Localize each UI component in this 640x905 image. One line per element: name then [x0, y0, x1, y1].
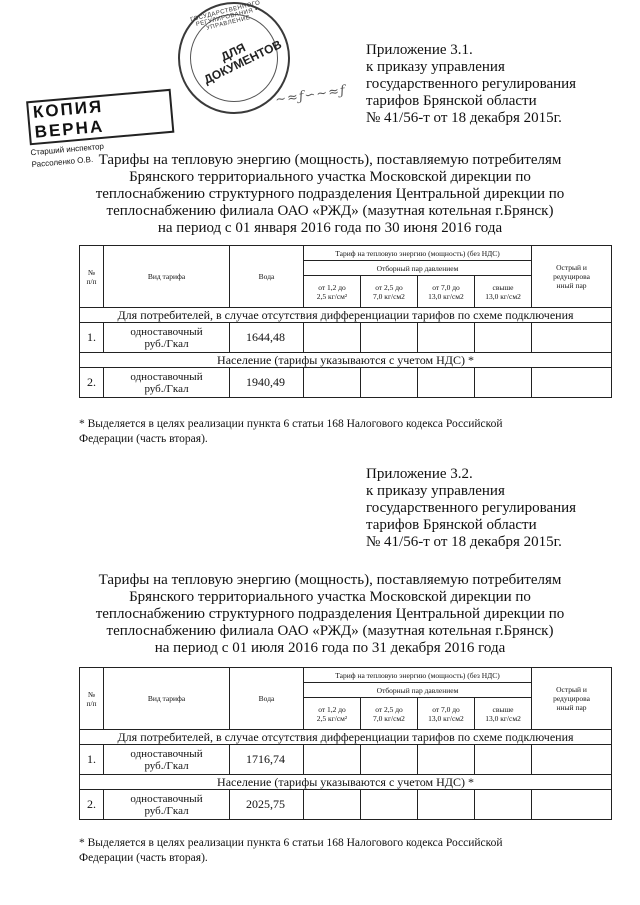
- title-line: Тарифы на тепловую энергию (мощность), поставляемую потребителям: [98, 152, 562, 168]
- table-row: [80, 368, 612, 398]
- header-steam-col-3: от 7,0 до 13,0 кг/см2: [418, 698, 475, 730]
- round-stamp-center-text: ДЛЯ ДОКУМЕНТОВ: [201, 37, 284, 87]
- header-tariff-group: Тариф на тепловую энергию (мощность) (без НДС): [304, 246, 532, 261]
- category-row: Население (тарифы указываются с учетом НДС) *: [80, 353, 612, 368]
- appendix-line: № 41/56-т от 18 декабря 2015г.: [366, 110, 562, 126]
- row-water-value: 2025,75: [230, 790, 304, 820]
- row-num: 2.: [80, 790, 104, 820]
- header-sharp-steam: Острый и редуцирова нный пар: [532, 246, 612, 308]
- header-steam-col-2: от 2,5 до 7,0 кг/см2: [361, 698, 418, 730]
- header-kind: Вид тарифа: [104, 668, 230, 730]
- header-steam-col-1: от 1,2 до 2,5 кг/см²: [304, 276, 361, 308]
- row-water-value: 1940,49: [230, 368, 304, 398]
- header-water: Вода: [230, 668, 304, 730]
- copy-stamp-name: Рассоленко О.В.: [31, 154, 94, 170]
- appendix-line: государственного регулирования: [366, 76, 577, 92]
- table-row: [80, 745, 612, 775]
- header-steam-group: Отборный пар давлением: [304, 683, 532, 698]
- footnote-2: * Выделяется в целях реализации пункта 6 статьи 168 Налогового кодекса Российской Федерации (часть вторая).: [79, 837, 503, 864]
- row-name: одноставочный руб./Гкал: [104, 745, 230, 775]
- appendix-line: к приказу управления: [366, 483, 505, 499]
- tariff-title-2: [70, 572, 590, 657]
- row-num: 2.: [80, 368, 104, 398]
- row-name: одноставочный руб./Гкал: [104, 323, 230, 353]
- header-steam-group: Отборный пар давлением: [304, 261, 532, 276]
- footnote-1: * Выделяется в целях реализации пункта 6 статьи 168 Налогового кодекса Российской Федерации (часть вторая).: [79, 418, 503, 445]
- appendix-line: тарифов Брянской области: [366, 93, 537, 109]
- appendix-3-1: [366, 42, 576, 127]
- category-row: Население (тарифы указываются с учетом НДС) *: [80, 775, 612, 790]
- title-line: Брянского территориального участка Московской дирекции по: [129, 169, 531, 185]
- appendix-line: Приложение 3.2.: [366, 466, 473, 482]
- category-row: Для потребителей, в случае отсутствия дифференциации тарифов по схеме подключения: [80, 308, 612, 323]
- title-line: теплоснабжению филиала ОАО «РЖД» (мазутная котельная г.Брянск): [106, 623, 554, 639]
- title-line: на период с 01 января 2016 года по 30 июня 2016 года: [157, 220, 503, 236]
- tariff-table-2: [79, 667, 612, 820]
- copy-stamp-title: КОПИЯ ВЕРНА: [26, 89, 174, 145]
- header-steam-col-4: свыше 13,0 кг/см2: [475, 698, 532, 730]
- row-name: одноставочный руб./Гкал: [104, 790, 230, 820]
- signature-scribble: ~≈ƒ∽~≈ƒ: [274, 83, 347, 108]
- title-line: теплоснабжению филиала ОАО «РЖД» (мазутная котельная г.Брянск): [106, 203, 554, 219]
- title-line: теплоснабжению структурного подразделения Центральной дирекции по: [95, 606, 565, 622]
- header-kind: Вид тарифа: [104, 246, 230, 308]
- appendix-line: к приказу управления: [366, 59, 505, 75]
- category-row: Для потребителей, в случае отсутствия дифференциации тарифов по схеме подключения: [80, 730, 612, 745]
- appendix-3-2: [366, 466, 576, 551]
- header-num: № п/п: [80, 246, 104, 308]
- header-steam-col-3: от 7,0 до 13,0 кг/см2: [418, 276, 475, 308]
- header-steam-col-1: от 1,2 до 2,5 кг/см²: [304, 698, 361, 730]
- header-tariff-group: Тариф на тепловую энергию (мощность) (без НДС): [304, 668, 532, 683]
- row-num: 1.: [80, 323, 104, 353]
- header-steam-col-2: от 2,5 до 7,0 кг/см2: [361, 276, 418, 308]
- tariff-table-1: [79, 245, 612, 398]
- table-row: [80, 790, 612, 820]
- round-stamp-ring-text: ГОСУДАРСТВЕННОГО РЕГУЛИРОВАНИЯ • УПРАВЛЕНИЕ: [189, 0, 262, 32]
- tariff-title-1: [70, 152, 590, 237]
- copy-stamp-position: Старший инспектор: [30, 141, 105, 158]
- row-name: одноставочный руб./Гкал: [104, 368, 230, 398]
- header-water: Вода: [230, 246, 304, 308]
- table-row: [80, 323, 612, 353]
- row-water-value: 1644,48: [230, 323, 304, 353]
- title-line: теплоснабжению структурного подразделения Центральной дирекции по: [95, 186, 565, 202]
- header-num: № п/п: [80, 668, 104, 730]
- title-line: Тарифы на тепловую энергию (мощность), поставляемую потребителям: [98, 572, 562, 588]
- appendix-line: государственного регулирования: [366, 500, 577, 516]
- title-line: на период с 01 июля 2016 года по 31 декабря 2016 года: [154, 640, 506, 656]
- row-water-value: 1716,74: [230, 745, 304, 775]
- appendix-line: тарифов Брянской области: [366, 517, 537, 533]
- copy-stamp: [26, 89, 175, 170]
- appendix-line: № 41/56-т от 18 декабря 2015г.: [366, 534, 562, 550]
- row-num: 1.: [80, 745, 104, 775]
- title-line: Брянского территориального участка Московской дирекции по: [129, 589, 531, 605]
- header-sharp-steam: Острый и редуцирова нный пар: [532, 668, 612, 730]
- header-steam-col-4: свыше 13,0 кг/см2: [475, 276, 532, 308]
- appendix-line: Приложение 3.1.: [366, 42, 473, 58]
